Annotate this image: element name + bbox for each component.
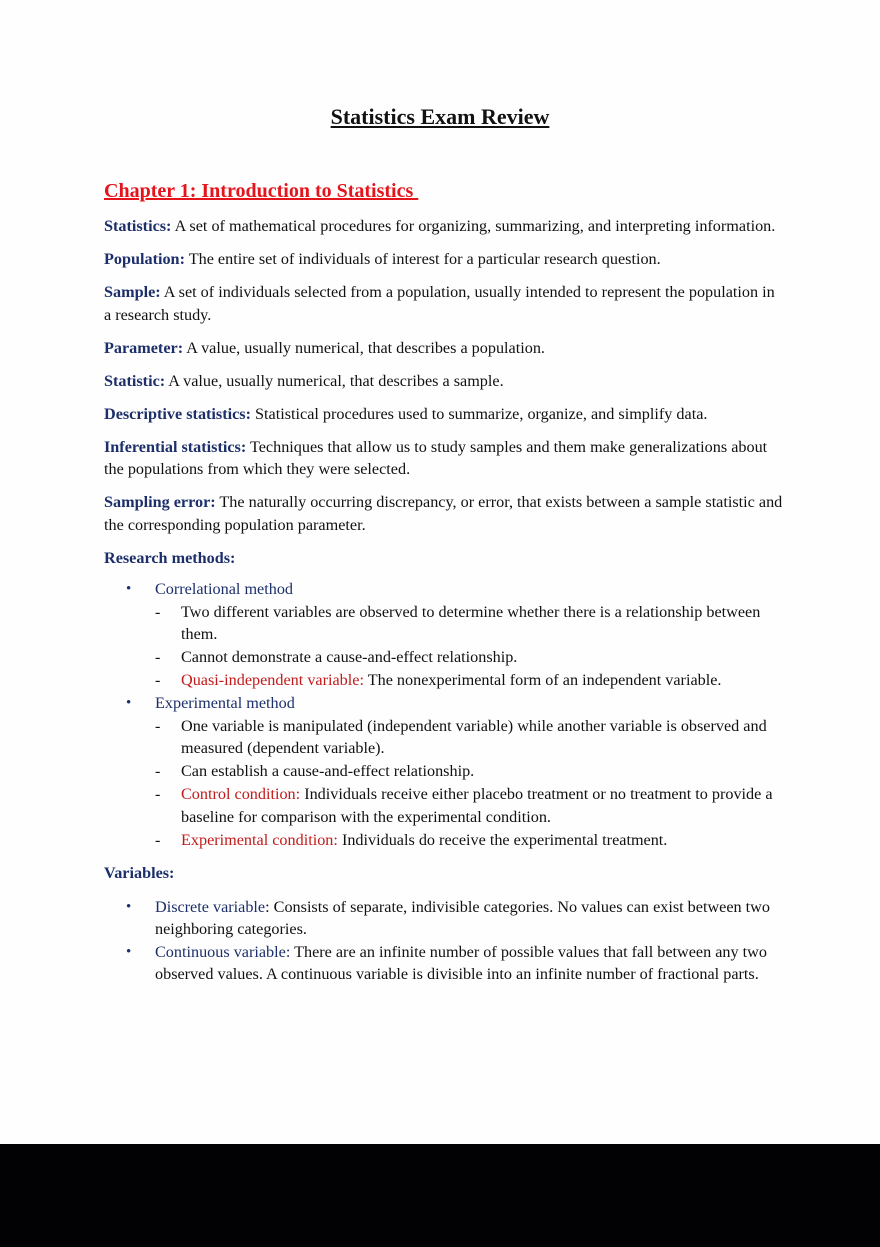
dash-icon: - [155,716,161,735]
method-point [155,646,784,669]
definition-text: Statistical procedures used to summarize, organize, and simplify data. [251,404,708,423]
point-text: Cannot demonstrate a cause-and-effect relationship. [181,648,518,666]
variable-text: There are an infinite number of possible values that fall between any two observed values. A continuous variable is divisible into an infinite number of fractional parts. [155,942,767,983]
variables-heading: Variables: [104,864,175,882]
term-label: Sampling error: [104,493,216,511]
definition-parameter [104,337,784,360]
term-label: Statistic: [104,371,166,390]
variable-item-discrete [104,896,784,941]
definition-sampling-error [104,491,784,536]
bullet-icon: • [126,695,132,711]
method-point [155,829,784,852]
point-text: Individuals receive either placebo treatment or no treatment to provide a baseline for comparison with the experimental condition. [181,785,773,826]
method-point [155,601,784,646]
method-label: Experimental method [155,694,295,712]
method-point [155,760,784,783]
subterm-label: Experimental condition: [181,830,338,849]
variable-term: Continuous variable: [155,942,291,961]
definition-sample [104,281,784,326]
dash-icon: - [155,785,161,803]
variable-term: Discrete variable [155,897,266,916]
bottom-black-bar [0,1144,880,1247]
definition-text: Techniques that allow us to study samples and them make generalizations about the populations from which they were selected. [104,437,768,478]
dash-icon: - [155,648,161,666]
point-text: One variable is manipulated (independent variable) while another variable is observed and measured (dependent variable). [181,716,767,757]
dash-icon: - [155,830,161,849]
chapter-heading: Chapter 1: Introduction to Statistics [104,180,419,202]
variable-text: : Consists of separate, indivisible categories. No values can exist between two neighboring categories. [155,897,770,938]
definition-population [104,248,784,271]
point-text: Two different variables are observed to determine whether there is a relationship between them. [181,602,761,643]
document-title: Statistics Exam Review [330,104,550,129]
definition-text: A value, usually numerical, that describes a sample. [165,371,504,390]
definition-statistic [104,370,784,393]
point-text: The nonexperimental form of an independent variable. [363,671,722,689]
method-correlational [104,578,784,692]
dash-icon: - [155,671,161,689]
research-methods-heading: Research methods: [104,548,236,567]
definition-text: The naturally occurring discrepancy, or error, that exists between a sample statistic and the corresponding population parameter. [104,493,783,534]
point-text: Individuals do receive the experimental treatment. [337,830,668,849]
method-point [155,669,784,692]
term-label: Population: [104,250,185,268]
definition-descriptive-statistics [104,403,784,426]
point-text: Can establish a cause-and-effect relationship. [181,762,475,780]
document-content [104,215,784,986]
variable-item-continuous [104,941,784,986]
method-point [155,715,784,760]
method-point [155,783,784,828]
term-label: Descriptive statistics: [104,404,251,423]
term-label: Statistics: [104,217,172,235]
research-methods-list [104,578,784,851]
dash-icon: - [155,602,161,621]
method-label: Correlational method [155,580,294,598]
method-points [155,715,784,852]
subterm-label: Control condition: [181,785,301,803]
bullet-icon: • [126,898,132,915]
variables-list [104,896,784,986]
method-experimental [104,692,784,851]
bullet-icon: • [126,581,132,597]
bullet-icon: • [126,943,132,960]
dash-icon: - [155,762,161,780]
definition-text: A set of individuals selected from a population, usually intended to represent the population in a research study. [104,283,775,324]
term-label: Sample: [104,283,161,301]
definition-text: A set of mathematical procedures for organizing, summarizing, and interpreting information. [171,217,776,235]
definition-text: The entire set of individuals of interest for a particular research question. [184,250,661,268]
definition-inferential-statistics [104,436,784,481]
definition-statistics [104,215,784,238]
method-points [155,601,784,692]
subterm-label: Quasi-independent variable: [181,671,364,689]
term-label: Inferential statistics: [104,437,247,456]
term-label: Parameter: [104,338,184,357]
definition-text: A value, usually numerical, that describes a population. [183,338,545,357]
